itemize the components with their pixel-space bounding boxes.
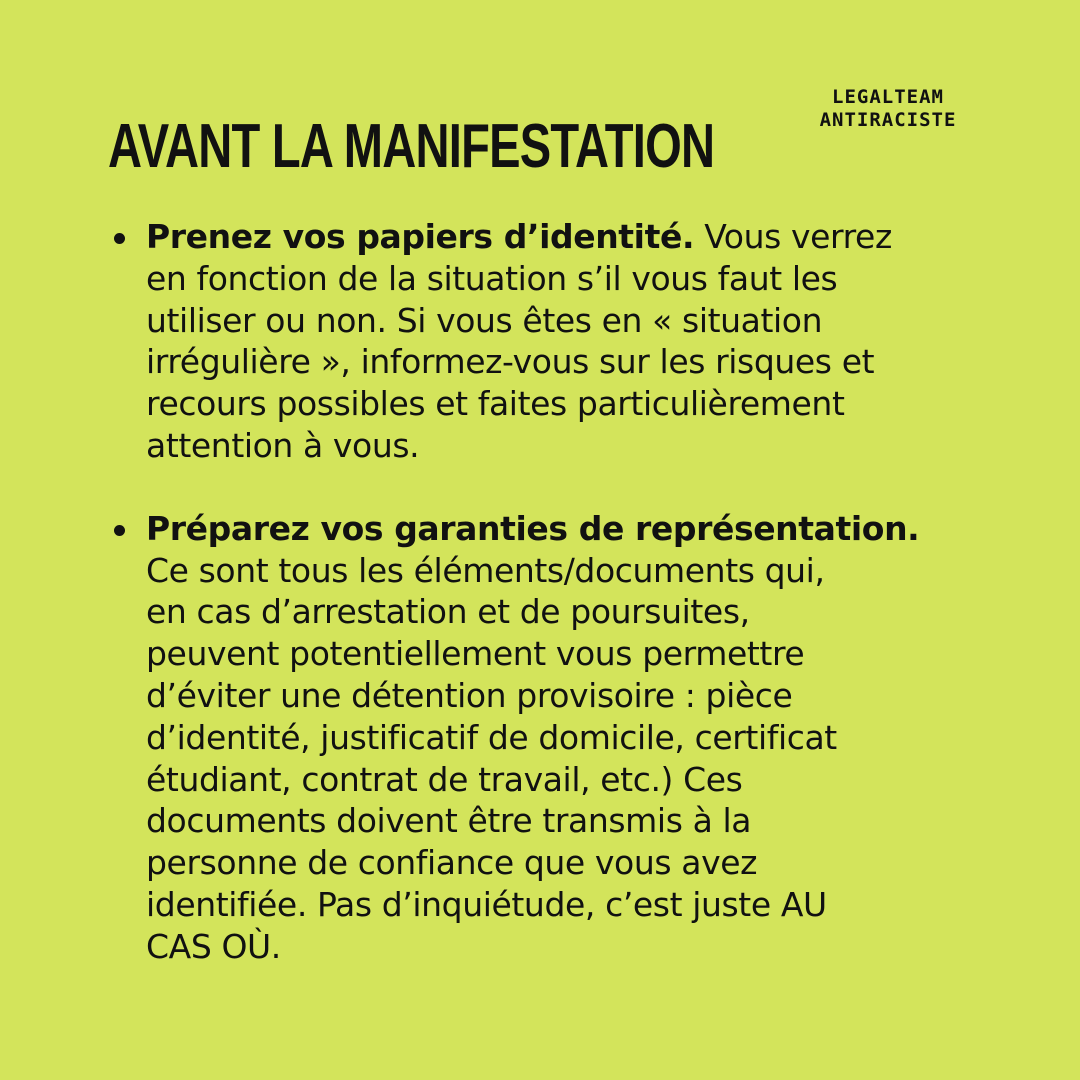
advice-lead: Prenez vos papiers d’identité. (146, 217, 695, 256)
advice-text: irrégulière », informez-vous sur les risques et (146, 342, 875, 382)
bullet-dot (114, 233, 125, 244)
advice-text: d’éviter une détention provisoire : pièce (146, 675, 793, 715)
advice-line (146, 216, 986, 258)
logo-line-2: ANTIRACISTE (819, 109, 957, 131)
logo-line-1: LEGALTEAM (832, 86, 944, 108)
advice-text: identifiée. Pas d’inquiétude, c’est juste AU (146, 884, 827, 924)
advice-text: documents doivent être transmis à la (146, 801, 752, 841)
advice-text: recours possibles et faites particulièrement (146, 384, 845, 424)
advice-text: Ce sont tous les éléments/documents qui, (146, 550, 825, 590)
advice-text: peuvent potentiellement vous permettre (146, 634, 805, 674)
advice-item-identity (146, 216, 986, 467)
advice-lead: Préparez vos garanties de représentation. (146, 508, 920, 548)
advice-text: d’identité, justificatif de domicile, certificat (146, 717, 837, 757)
advice-text: en fonction de la situation s’il vous faut les (146, 258, 838, 298)
legalteam-logo (808, 86, 968, 132)
advice-text: attention à vous. (146, 425, 420, 465)
advice-list (146, 216, 986, 968)
advice-text: utiliser ou non. Si vous êtes en « situation (146, 300, 823, 340)
advice-text: personne de confiance que vous avez (146, 843, 758, 883)
advice-text: CAS OÙ. (146, 926, 281, 966)
bullet-dot (114, 525, 125, 536)
advice-text: Vous verrez (704, 217, 892, 256)
advice-text: étudiant, contrat de travail, etc.) Ces (146, 759, 743, 799)
page-title: AVANT LA MANIFESTATION (108, 112, 715, 181)
advice-text: en cas d’arrestation et de poursuites, (146, 592, 750, 632)
advice-item-guarantees (146, 508, 986, 968)
